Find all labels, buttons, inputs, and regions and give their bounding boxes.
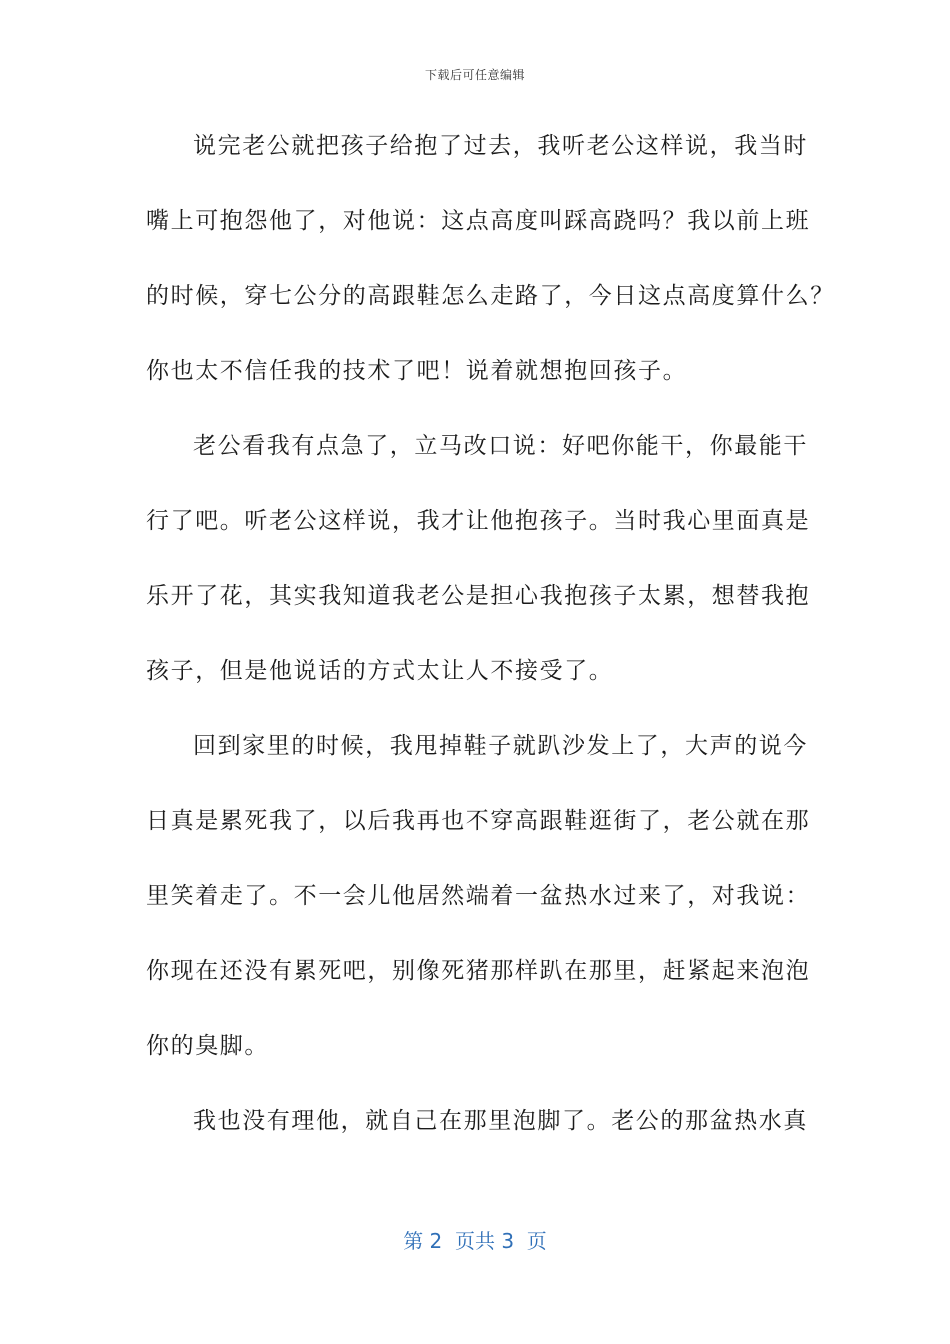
paragraph-1-line-3: 的时候，穿七公分的高跟鞋怎么走路了，今日这点高度算什么？ — [146, 283, 835, 309]
page-header: 下载后可任意编辑 — [424, 68, 525, 82]
paragraph-3-line-3: 里笑着走了。不一会儿他居然端着一盆热水过来了，对我说： — [146, 883, 811, 909]
paragraph-2-line-3: 乐开了花，其实我知道我老公是担心我抱孩子太累，想替我抱 — [146, 583, 811, 609]
paragraph-4-line-1: 我也没有理他，就自己在那里泡脚了。老公的那盆热水真 — [193, 1108, 808, 1134]
paragraph-3-line-2: 日真是累死我了，以后我再也不穿高跟鞋逛街了，老公就在那 — [146, 808, 811, 834]
page-footer: 第 2 页共 3 页 — [403, 1229, 547, 1253]
paragraph-3-line-5: 你的臭脚。 — [146, 1033, 269, 1059]
paragraph-2-line-2: 行了吧。听老公这样说，我才让他抱孩子。当时我心里面真是 — [146, 508, 811, 534]
paragraph-2-line-4: 孩子，但是他说话的方式太让人不接受了。 — [146, 658, 614, 684]
paragraph-3-line-1: 回到家里的时候，我甩掉鞋子就趴沙发上了，大声的说今 — [193, 733, 808, 759]
paragraph-1-line-2: 嘴上可抱怨他了，对他说：这点高度叫踩高跷吗？我以前上班 — [146, 208, 811, 234]
paragraph-2-line-1: 老公看我有点急了，立马改口说：好吧你能干，你最能干 — [193, 433, 808, 459]
paragraph-1-line-4: 你也太不信任我的技术了吧！说着就想抱回孩子。 — [146, 358, 688, 384]
paragraph-1-line-1: 说完老公就把孩子给抱了过去，我听老公这样说，我当时 — [193, 133, 808, 159]
paragraph-3-line-4: 你现在还没有累死吧，别像死猪那样趴在那里，赶紧起来泡泡 — [146, 958, 811, 984]
